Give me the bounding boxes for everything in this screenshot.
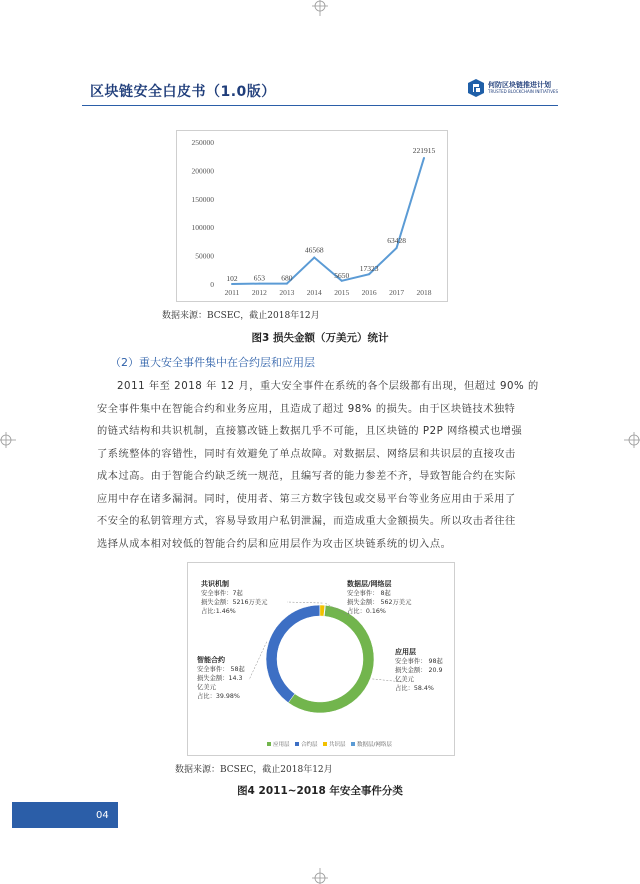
slice-annotation-line: 占比：0.16% [347, 608, 386, 615]
page-header [82, 72, 558, 106]
registration-mark-bottom [310, 868, 330, 884]
slice-annotation-line: 安全事件： 98起 [395, 658, 443, 665]
slice-annotation-line: 损失金额： 20.9 [395, 667, 443, 674]
x-tick-label: 2011 [224, 288, 240, 297]
figure4-caption: 图4 2011~2018 年安全事件分类 [237, 785, 403, 797]
brand-text-line-2: TRUSTED BLOCKCHAIN INITIATIVES [488, 89, 558, 94]
section-heading: （2）重大安全事件集中在合约层和应用层 [110, 356, 315, 369]
footer-bar [12, 802, 118, 828]
annotation-leader [287, 602, 322, 603]
data-label: 5650 [334, 270, 350, 280]
paragraph-line: 的链式结构和共识机制，直接篡改链上数据几乎不可能，且区块链的 P2P 网络模式也增强 [97, 426, 523, 437]
data-point [258, 283, 260, 285]
brand [467, 78, 558, 98]
legend-swatch [323, 742, 327, 746]
brand-text [488, 82, 558, 94]
registration-mark-left [0, 430, 16, 450]
legend-swatch [351, 742, 355, 746]
slice-annotation-line: 安全事件： 58起 [197, 666, 245, 673]
slice-annotation-line: 安全事件： 8起 [347, 590, 391, 597]
x-tick-label: 2012 [251, 288, 267, 297]
registration-mark-top [310, 0, 330, 16]
x-tick-label: 2015 [334, 288, 350, 297]
paragraph-line: 成本过高。由于智能合约缺乏统一规范，且编写者的能力参差不齐，导致智能合约在实际 [97, 471, 516, 482]
legend-swatch [295, 742, 299, 746]
slice-title: 数据层/网络层 [347, 580, 392, 588]
figure3-source: 数据来源：BCSEC，截止2018年12月 [162, 311, 320, 321]
x-tick-label: 2018 [416, 288, 432, 297]
annotation-leader [249, 642, 267, 680]
y-tick-label: 0 [210, 280, 214, 289]
paragraph-line: 了系统整体的容错性，同时有效避免了单点故障。对数据层、网络层和共识层的直接攻击 [97, 448, 516, 460]
y-tick-label: 150000 [191, 194, 214, 204]
legend-label: 应用层 [273, 742, 290, 748]
slice-annotation-line: 损失金额：14.3 [197, 675, 243, 682]
donut-slice [266, 605, 320, 703]
data-point [286, 283, 288, 285]
donut-slice [288, 605, 374, 713]
body-paragraph [97, 376, 557, 556]
data-label: 46568 [304, 245, 324, 255]
data-point [231, 283, 233, 285]
slice-annotation-line: 损失金额： 562万美元 [347, 599, 412, 606]
figure4-source: 数据来源：BCSEC，截止2018年12月 [175, 765, 333, 775]
data-label: 221915 [412, 145, 436, 155]
data-label: 63428 [387, 235, 406, 245]
incident-category-donut-chart [187, 562, 455, 756]
data-point [313, 257, 315, 259]
paragraph-line: 应用中存在诸多漏洞。同时，使用者、第三方数字钱包或交易平台等业务应用由于采用了 [97, 493, 516, 505]
legend-label: 数据层/网络层 [357, 742, 392, 748]
loss-amount-line-chart [176, 130, 448, 302]
legend-label: 共识层 [329, 742, 346, 748]
y-tick-label: 250000 [191, 138, 214, 147]
paragraph-line: 选择从成本相对较低的智能合约层和应用层作为攻击区块链系统的切入点。 [97, 538, 452, 550]
data-point [423, 157, 425, 159]
series-line [232, 158, 424, 284]
slice-annotation-line: 占比：39.98% [197, 693, 240, 700]
slice-title: 应用层 [395, 648, 416, 656]
data-point [368, 273, 370, 275]
paragraph-line: 不安全的私钥管理方式，容易导致用户私钥泄漏，而造成重大金额损失。所以攻击者往往 [97, 516, 516, 527]
legend-label: 合约层 [301, 742, 318, 748]
y-tick-label: 200000 [191, 166, 214, 176]
y-tick-label: 100000 [191, 223, 214, 233]
slice-annotation-line: 占比：58.4% [395, 685, 434, 692]
slice-title: 共识机制 [201, 580, 229, 588]
data-label: 102 [226, 273, 238, 283]
x-tick-label: 2014 [306, 288, 322, 297]
y-tick-label: 50000 [195, 251, 214, 261]
document-title: 区块链安全白皮书（1.0版） [90, 84, 276, 100]
legend-swatch [267, 742, 271, 746]
data-label: 680 [281, 273, 293, 283]
slice-title: 智能合约 [197, 656, 225, 664]
data-point [396, 247, 398, 249]
slice-annotation-line: 占比:1.46% [201, 608, 236, 615]
brand-text-line-1: 何防区块链推进计划 [488, 81, 551, 89]
paragraph-line: 安全事件集中在智能合约和业务应用，且造成了超过 98% 的损失。由于区块链技术独特 [97, 403, 516, 415]
x-tick-label: 2017 [389, 288, 405, 297]
data-label: 653 [253, 273, 266, 283]
data-point [341, 280, 343, 282]
paragraph-line: 2011 年至 2018 年 12 月，重大安全事件在系统的各个层级都有出现，但超过 90% 的 [117, 381, 539, 392]
slice-annotation-line: 安全事件：7起 [201, 590, 243, 597]
slice-annotation-line: 亿美元 [395, 676, 414, 683]
x-tick-label: 2013 [279, 288, 295, 297]
data-label: 17323 [359, 264, 379, 274]
slice-annotation-line: 损失金额：5216万美元 [201, 599, 268, 606]
x-tick-label: 2016 [361, 288, 377, 297]
registration-mark-right [624, 430, 640, 450]
blockchain-logo-icon [467, 78, 485, 98]
figure3-caption: 图3 损失金额（万美元）统计 [251, 332, 389, 344]
page-number: 04 [96, 810, 109, 821]
slice-annotation-line: 亿美元 [197, 684, 216, 691]
